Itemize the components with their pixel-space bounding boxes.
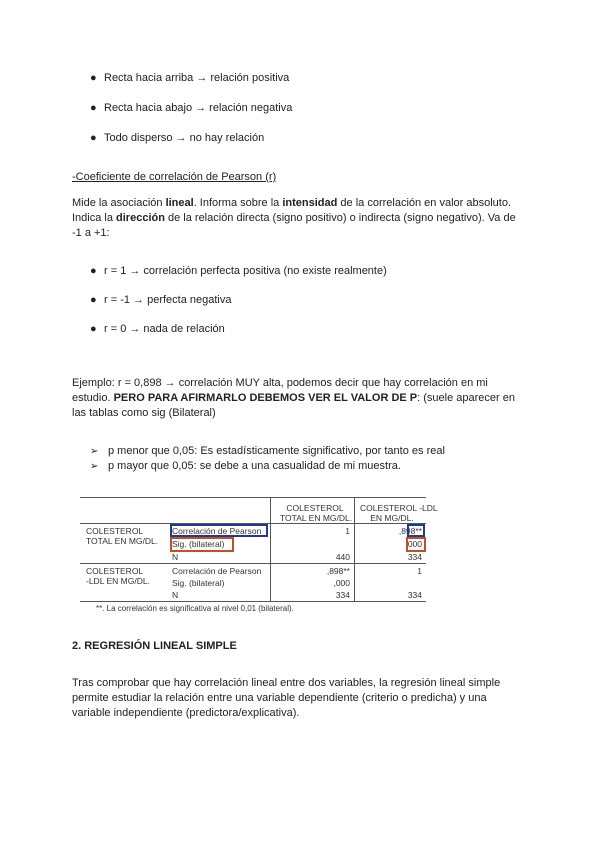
table-rule [270,497,271,601]
bullet-icon: ● [90,323,97,335]
bullet-icon: ● [90,265,97,277]
table-cell: ,000 [405,539,422,549]
stat-label: N [172,590,179,600]
pearson-heading: -Coeficiente de correlación de Pearson (r) [72,171,277,183]
table-cell: 334 [407,552,422,562]
table-cell: 1 [417,566,422,576]
stat-label: Correlación de Pearson [172,526,262,536]
bullet-icon: ● [90,72,97,84]
table-rule [80,497,426,498]
list-item: ● Todo disperso → no hay relación [90,132,265,144]
example-paragraph: Ejemplo: r = 0,898 → correlación MUY alta, podemos decir que hay correlación en mi estudio. PERO PARA AFIRMARLO DEBEMOS VER EL VALOR DE P: (suele aparecer en las tablas como sig (Bilateral) [72,377,515,419]
list-item: ➢ p mayor que 0,05: se debe a una casualidad de mi muestra. [90,460,401,472]
bullet-icon: ● [90,132,97,144]
row-label: COLESTEROL TOTAL EN MG/DL. [86,526,159,546]
list-item: ● Recta hacia abajo → relación negativa [90,102,293,114]
arrow-bullet-icon: ➢ [90,461,99,472]
list-item: ● r = 0 → nada de relación [90,323,225,335]
regression-paragraph: Tras comprobar que hay correlación lineal entre dos variables, la regresión lineal simple permite estudiar la relación entre una variable dependiente (criterio o predicha) y una variable independiente (predictora/explicativa). [72,677,501,719]
table-footnote: **. La correlación es significativa al nivel 0,01 (bilateral). [96,604,294,613]
pearson-paragraph: Mide la asociación lineal. Informa sobre la intensidad de la correlación en valor absoluto. Indica la dirección de la relación directa (signo positivo) o indirecta (signo negativo). Va de -1 a +1: [72,197,516,239]
bullet-icon: ● [90,294,97,306]
list-item: ➢ p menor que 0,05: Es estadísticamente significativo, por tanto es real [90,445,445,457]
list-item: ● r = -1 → perfecta negativa [90,294,232,306]
r-value-highlight-box [407,524,425,537]
table-cell: ,898** [326,566,350,576]
row-label: COLESTEROL -LDL EN MG/DL. [86,566,150,586]
p-value-highlight-box [406,537,426,552]
table-cell: ,000 [333,578,350,588]
correlation-table [80,497,438,607]
table-rule [80,601,426,602]
sig-highlight-box [170,537,234,552]
table-cell: 1 [345,526,350,536]
table-cell: ,898** [398,526,422,536]
column-header: COLESTEROL -LDL EN MG/DL. [360,503,438,523]
stat-label: Sig. (bilateral) [172,578,225,588]
table-rule [80,563,426,564]
list-item: ● r = 1 → correlación perfecta positiva (no existe realmente) [90,265,387,277]
stat-label: Sig. (bilateral) [172,539,225,549]
stat-label: N [172,552,179,562]
table-rule [354,497,355,601]
table-cell: 440 [335,552,350,562]
table-cell: 334 [335,590,350,600]
arrow-bullet-icon: ➢ [90,446,99,457]
list-item: ● Recta hacia arriba → relación positiva [90,72,290,84]
pearson-highlight-box [170,524,268,537]
section-title: 2. REGRESIÓN LINEAL SIMPLE [72,640,237,652]
column-header: COLESTEROL TOTAL EN MG/DL. [280,503,353,523]
stat-label: Correlación de Pearson [172,566,262,576]
bullet-icon: ● [90,102,97,114]
table-cell: 334 [407,590,422,600]
